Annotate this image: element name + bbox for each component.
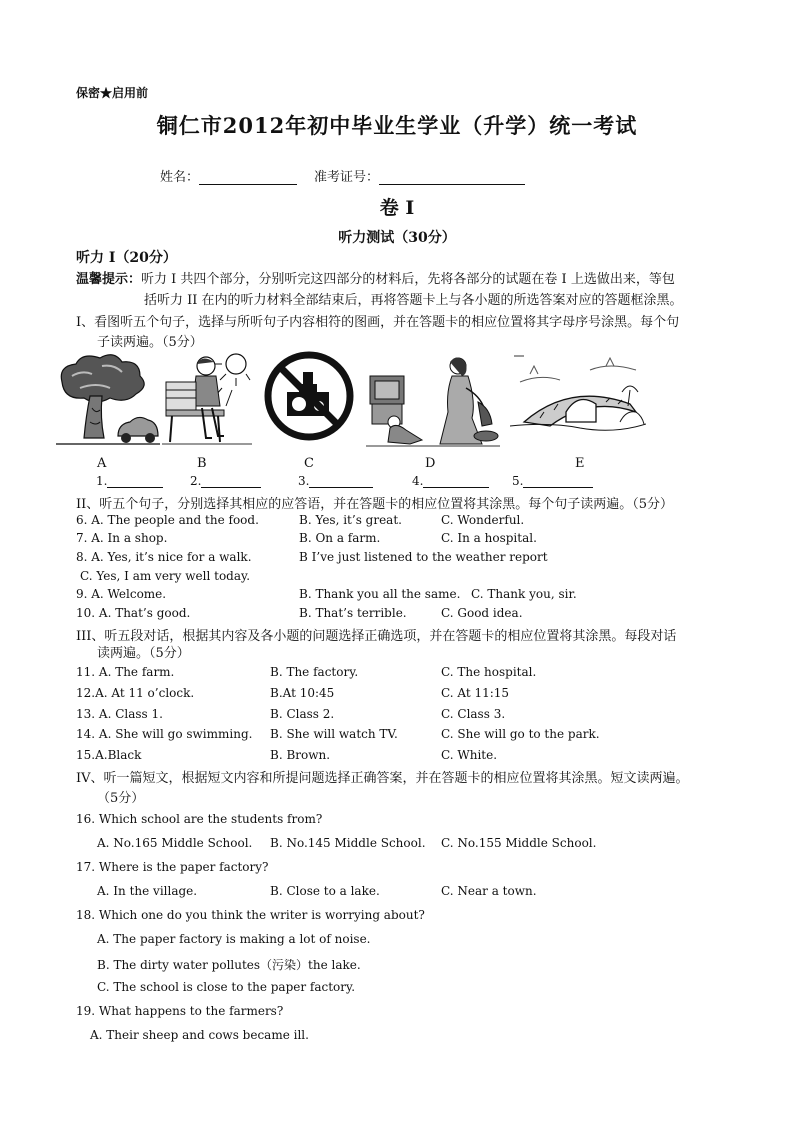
q6-option-c: C. Wonderful. [441, 513, 525, 527]
answer-blank-1[interactable] [96, 474, 163, 488]
picture-letter-b: B [197, 456, 207, 471]
q19-question: 19. What happens to the farmers? [76, 1004, 284, 1018]
picture-letter-e: E [575, 456, 585, 471]
q18-option-a: A. The paper factory is making a lot of noise. [97, 932, 371, 946]
answer-blank-5[interactable] [512, 474, 593, 488]
picture-letter-a: A [97, 456, 107, 471]
q15-option-b: B. Brown. [270, 748, 331, 762]
tip-text-2: 括听力 II 在内的听力材料全部结束后，再将答题卡上与各小题的所选答案对应的答题框涂黑。 [144, 293, 683, 308]
exam-number-field[interactable] [314, 166, 525, 185]
q14-option-c: C. She will go to the park. [441, 727, 600, 741]
q18-option-c: C. The school is close to the paper factory. [97, 980, 356, 994]
q12-option-c: C. At 11:15 [441, 686, 510, 700]
q9-option-b: B. Thank you all the same. [299, 587, 461, 601]
section3-instructions-1: III、听五段对话，根据其内容及各小题的问题选择正确选项，并在答题卡的相应位置将其涂黑。每段对话 [76, 629, 677, 644]
answer-blank-4[interactable] [412, 474, 489, 488]
q18-question: 18. Which one do you think the writer is worrying about? [76, 908, 425, 922]
q7-option-b: B. On a farm. [299, 531, 381, 545]
q8-option-a: 8. A. Yes, it’s nice for a walk. [76, 550, 252, 564]
q11-option-b: B. The factory. [270, 665, 359, 679]
section3-instructions-2: 读两遍。（5分） [97, 646, 190, 661]
q18-option-b: B. The dirty water pollutes（污染）the lake. [97, 958, 361, 972]
tip-label: 温馨提示： [76, 272, 142, 287]
q16-option-a: A. No.165 Middle School. [97, 836, 253, 850]
q13-option-a: 13. A. Class 1. [76, 707, 163, 721]
blank-number: 5. [512, 474, 524, 488]
q17-question: 17. Where is the paper factory? [76, 860, 269, 874]
q9-option-a: 9. A. Welcome. [76, 587, 167, 601]
part1-heading: 听力 I（20分） [76, 250, 177, 266]
q11-option-c: C. The hospital. [441, 665, 537, 679]
exam-number-label: 准考证号： [314, 170, 380, 185]
q17-option-a: A. In the village. [97, 884, 198, 898]
tip-line-1 [76, 268, 675, 287]
answer-blank-2[interactable] [190, 474, 261, 488]
q9-option-c: C. Thank you, sir. [471, 587, 577, 601]
q15-option-c: C. White. [441, 748, 498, 762]
confidential-mark: 保密★启用前 [76, 86, 149, 100]
section2-instructions: II、听五个句子，分别选择其相应的应答语，并在答题卡的相应位置将其涂黑。每个句子读两遍。（5分） [76, 497, 674, 512]
q16-question: 16. Which school are the students from? [76, 812, 323, 826]
blank-number: 4. [412, 474, 424, 488]
q16-option-c: C. No.155 Middle School. [441, 836, 597, 850]
name-field[interactable] [160, 166, 297, 185]
q10-option-c: C. Good idea. [441, 606, 523, 620]
volume-title: 卷 I [379, 197, 415, 219]
q12-option-b: B.At 10:45 [270, 686, 335, 700]
q11-option-a: 11. A. The farm. [76, 665, 175, 679]
q6-option-a: 6. A. The people and the food. [76, 513, 259, 527]
exam-title: 铜仁市2012年初中毕业生学业（升学）统一考试 [156, 113, 638, 138]
section1-instructions-1: I、看图听五个句子，选择与所听句子内容相符的图画，并在答题卡的相应位置将其字母序号涂黑。每个句 [76, 315, 680, 330]
q14-option-a: 14. A. She will go swimming. [76, 727, 253, 741]
picture-b-girl-bench [162, 352, 252, 448]
picture-letter-d: D [425, 456, 436, 471]
picture-c-no-camera-icon [263, 350, 355, 442]
q13-option-c: C. Class 3. [441, 707, 506, 721]
q7-option-a: 7. A. In a shop. [76, 531, 168, 545]
q6-option-b: B. Yes, it’s great. [299, 513, 402, 527]
q10-option-b: B. That’s terrible. [299, 606, 407, 620]
blank-number: 2. [190, 474, 202, 488]
picture-a-tree-car [56, 352, 160, 448]
picture-letter-c: C [304, 456, 314, 471]
q17-option-b: B. Close to a lake. [270, 884, 380, 898]
q14-option-b: B. She will watch TV. [270, 727, 398, 741]
q8-option-c: C. Yes, I am very well today. [80, 569, 251, 583]
q15-option-a: 15.A.Black [76, 748, 142, 762]
section-title: 听力测试（30分） [338, 230, 456, 246]
tip-text-1: 听力 I 共四个部分，分别听完这四部分的材料后，先将各部分的试题在卷 I 上选做出来，等包 [141, 272, 675, 287]
section4-instructions-1: IV、听一篇短文，根据短文内容和所提问题选择正确答案，并在答题卡的相应位置将其涂黑。短文读两遍。 [76, 771, 689, 786]
name-line[interactable] [199, 170, 297, 185]
picture-e-stone-bridge [510, 352, 646, 448]
q19-option-a: A. Their sheep and cows became ill. [90, 1028, 309, 1042]
q10-option-a: 10. A. That’s good. [76, 606, 191, 620]
q7-option-c: C. In a hospital. [441, 531, 537, 545]
picture-d-mother-child-tv [366, 352, 500, 448]
answer-blank-3[interactable] [298, 474, 373, 488]
q13-option-b: B. Class 2. [270, 707, 335, 721]
blank-number: 3. [298, 474, 310, 488]
blank-number: 1. [96, 474, 108, 488]
section1-instructions-2: 子读两遍。（5分） [97, 335, 203, 350]
q16-option-b: B. No.145 Middle School. [270, 836, 426, 850]
exam-number-line[interactable] [379, 170, 525, 185]
q17-option-c: C. Near a town. [441, 884, 537, 898]
q12-option-a: 12.A. At 11 o’clock. [76, 686, 195, 700]
q8-option-b: B I’ve just listened to the weather report [299, 550, 548, 564]
name-label: 姓名： [160, 170, 200, 185]
section4-instructions-2: （5分） [97, 791, 145, 806]
